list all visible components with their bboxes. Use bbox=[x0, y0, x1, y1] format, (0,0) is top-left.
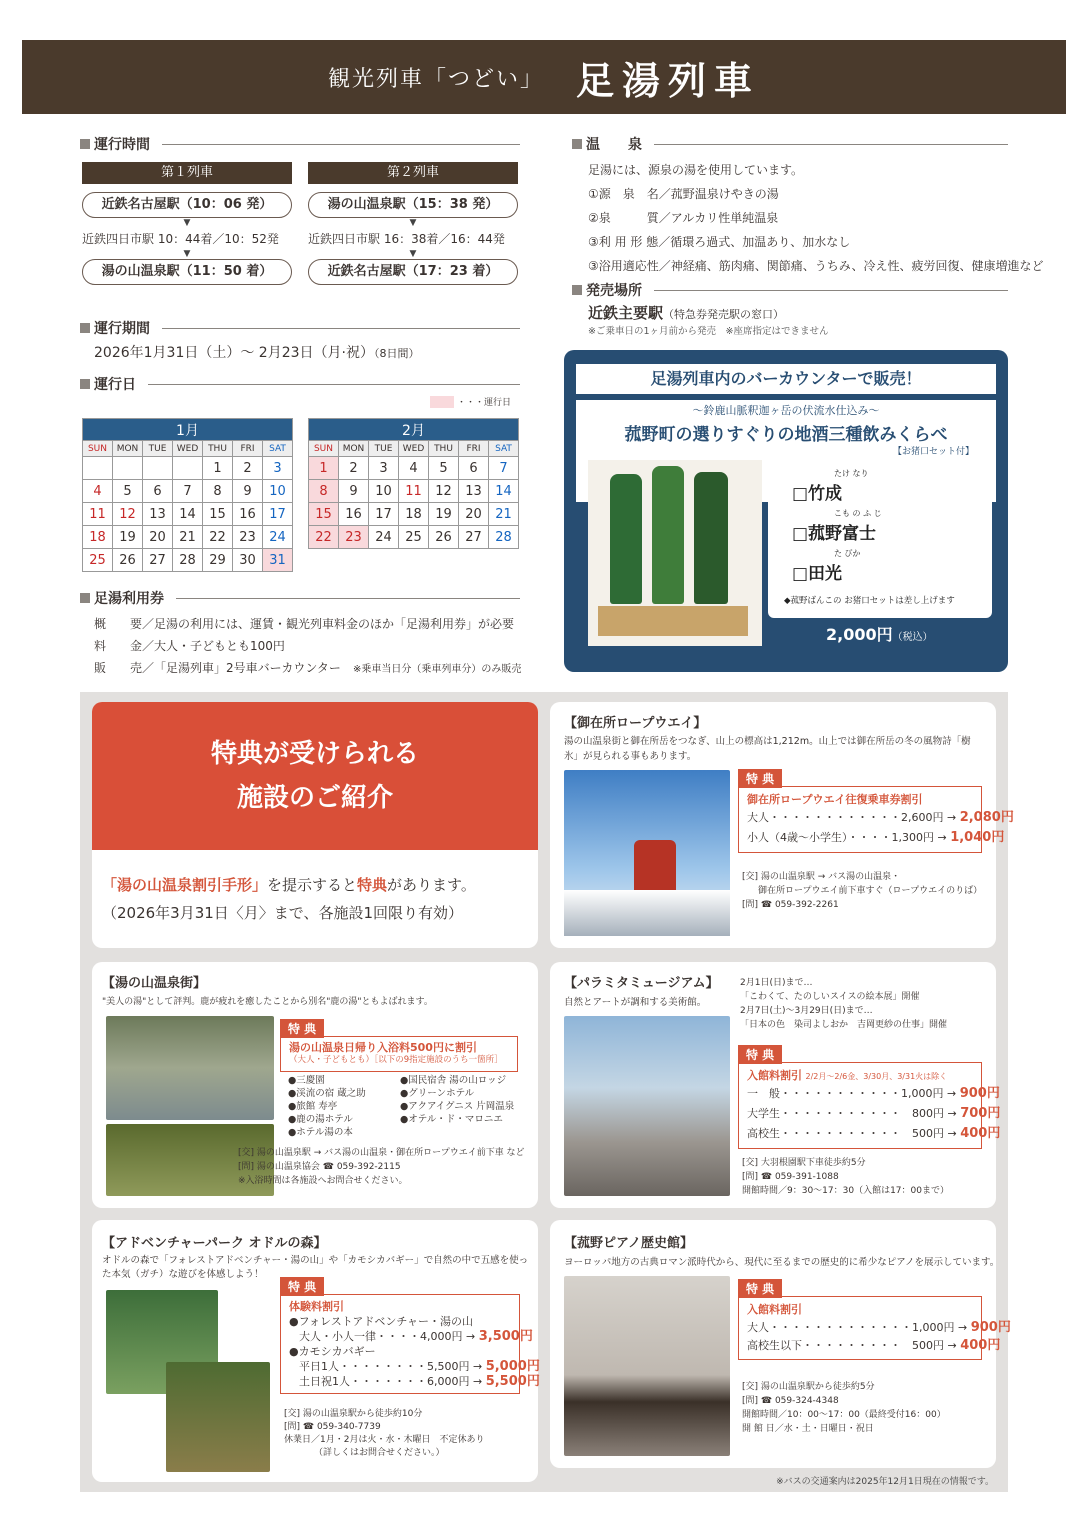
calendar-january bbox=[82, 418, 293, 572]
onsen-line: 足湯には、源泉の湯を使用しています。 bbox=[588, 163, 804, 177]
calendar-day: 5 bbox=[429, 457, 459, 480]
yunoyama-facilities-1 bbox=[288, 1074, 366, 1139]
onsen-info bbox=[588, 158, 1043, 278]
piano-benefit: 入館料割引 大人・・・・・・・・・・・・・1,000円 → 900円 高校生以下・・・・・・・・・ 500円 → 400円 bbox=[738, 1296, 982, 1360]
facility-item: ●渓流の宿 蔵之助 bbox=[288, 1088, 366, 1099]
calendar-day: 11 bbox=[399, 480, 429, 503]
calendar-day: 13 bbox=[459, 480, 489, 503]
page-header bbox=[22, 40, 1066, 114]
calendar-day: 18 bbox=[399, 503, 429, 526]
ropeway-photo bbox=[564, 770, 730, 936]
promo-line2: （2026年3月31日〈月〉まで、各施設1回限り有効） bbox=[102, 904, 464, 922]
odoru-card bbox=[92, 1220, 538, 1482]
calendar-day: 5 bbox=[113, 480, 143, 503]
bar-set: 【お猪口セット付】 bbox=[892, 447, 974, 457]
calendar-day: 1 bbox=[309, 457, 339, 480]
facility-item: ●国民宿舎 湯の山ロッジ bbox=[400, 1075, 507, 1086]
calendar-day: 7 bbox=[489, 457, 519, 480]
calendar-day: 26 bbox=[113, 549, 143, 572]
calendar-day: 28 bbox=[173, 549, 203, 572]
calendar-day bbox=[143, 457, 173, 480]
odoru-toku: 特 典 bbox=[280, 1276, 324, 1296]
calendar-day: 4 bbox=[83, 480, 113, 503]
ropeway-card bbox=[550, 702, 1014, 948]
calendar-day: 28 bbox=[489, 526, 519, 549]
calendar-day: 25 bbox=[399, 526, 429, 549]
bar-title: 菰野町の選りすぐりの地酒三種飲みくらべ bbox=[624, 425, 948, 445]
paramita-access: [交] 大羽根園駅下車徒歩約5分 [問] ☎ 059-391-1088 開館時間／9：30～17：30（入館は17：00まで） bbox=[742, 1158, 949, 1196]
sales-note: ※ご乗車日の1ヶ月前から発売 ※座席指定はできません bbox=[588, 326, 829, 337]
odoru-benefit: 体験料割引 ●フォレストアドベンチャー・湯の山 大人・小人一律・・・・4,000円 → 3,500円 ●カモシカバギー 平日1人・・・・・・・・5,500円 → 5,000円 土日祝1人・・・・・・・6,000円 → 5,500円 bbox=[280, 1294, 520, 1394]
days-heading: 運行日 bbox=[80, 374, 520, 394]
sake-list: たけ なり □竹成 こも の ふ じ □菰野富士 た びか □田光 bbox=[792, 469, 882, 584]
period-heading: 運行期間 bbox=[80, 318, 520, 338]
ropeway-desc: 湯の山温泉街と御在所岳をつなぎ、山上の標高は1,212m。山上では御在所岳の冬の風物詩「樹氷」が見られる事もあります。 bbox=[564, 736, 971, 762]
schedule-heading: 運行時間 bbox=[80, 134, 520, 154]
calendar-day: 4 bbox=[399, 457, 429, 480]
ropeway-toku: 特 典 bbox=[738, 768, 782, 788]
calendar-day: 19 bbox=[429, 503, 459, 526]
sake-item: □菰野富士 bbox=[792, 524, 877, 544]
bar-sub: ～鈴鹿山脈釈迦ヶ岳の伏流水仕込み～ bbox=[692, 404, 880, 417]
calendar-day: 19 bbox=[113, 526, 143, 549]
sake-item: □田光 bbox=[792, 564, 843, 584]
period-text: 2026年1月31日（土）～ 2月23日（月·祝）（8日間） bbox=[94, 345, 420, 361]
calendar-day: 7 bbox=[173, 480, 203, 503]
ticket-line: 料 金／大人・子どもとも100円 bbox=[94, 639, 285, 653]
calendar-day: 21 bbox=[489, 503, 519, 526]
weekday-label: WED bbox=[173, 441, 203, 457]
arrow-icon: ▼ bbox=[409, 218, 417, 228]
calendar-day bbox=[113, 457, 143, 480]
calendar-day: 12 bbox=[429, 480, 459, 503]
onsen-line: ①源 泉 名／菰野温泉けやきの湯 bbox=[588, 187, 779, 201]
sales-heading: 発売場所 bbox=[572, 280, 1008, 300]
calendar-day: 10 bbox=[263, 480, 293, 503]
calendar-day: 14 bbox=[489, 480, 519, 503]
weekday-label: MON bbox=[113, 441, 143, 457]
calendar-day bbox=[173, 457, 203, 480]
piano-photo bbox=[564, 1276, 730, 1456]
bar-head: 足湯列車内のバーカウンターで販売！ bbox=[576, 364, 996, 394]
calendar-day: 23 bbox=[233, 526, 263, 549]
train1-mid: 近鉄四日市駅 10：44着／10：52発 bbox=[82, 232, 279, 246]
calendar-day: 20 bbox=[143, 526, 173, 549]
weekday-label: THU bbox=[203, 441, 233, 457]
paramita-toku: 特 典 bbox=[738, 1044, 782, 1064]
ticket-info bbox=[94, 613, 521, 681]
odoru-desc: オドルの森で「フォレストアドベンチャー・湯の山」や「カモシカバギー」で自然の中で五感を使った本気（ガチ）な遊びを体感しよう！ bbox=[102, 1255, 529, 1280]
calendar-day: 22 bbox=[203, 526, 233, 549]
calendar-day: 18 bbox=[83, 526, 113, 549]
calendar-day: 26 bbox=[429, 526, 459, 549]
calendar-day: 24 bbox=[263, 526, 293, 549]
calendar-day: 8 bbox=[309, 480, 339, 503]
calendar-day: 31 bbox=[263, 549, 293, 572]
calendar-day: 25 bbox=[83, 549, 113, 572]
ticket-line: 概 要／足湯の利用には、運賃・観光列車料金のほか「足湯利用券」が必要 bbox=[94, 617, 515, 631]
facility-item: ●ホテル湯の本 bbox=[288, 1127, 353, 1138]
arrow-icon: ▼ bbox=[183, 249, 191, 259]
yunoyama-access: [交] 湯の山温泉駅 → バス湯の山温泉・御在所ロープウエイ前下車 など [問] 湯の山温泉協会 ☎ 059-392-2115 ※入浴時間は各施設へお問合せください。 bbox=[238, 1148, 525, 1186]
ticket-heading: 足湯利用券 bbox=[80, 588, 520, 608]
calendar-day: 29 bbox=[203, 549, 233, 572]
onsen-line: ③利 用 形 態／循環ろ過式、加温あり、加水なし bbox=[588, 235, 851, 249]
train1-end: 湯の山温泉駅（11：50 着） bbox=[82, 259, 292, 285]
train2-head: 第２列車 bbox=[308, 162, 518, 184]
piano-access: [交] 湯の山温泉駅から徒歩約5分 [問] ☎ 059-324-4348 開館時間／10：00～17：00（最終受付16：00） 開 館 日／水・土・日曜日・祝日 bbox=[742, 1382, 946, 1434]
calendar-day: 22 bbox=[309, 526, 339, 549]
calendar-day: 27 bbox=[459, 526, 489, 549]
arrow-icon: ▼ bbox=[409, 249, 417, 259]
facility-item: ●オテル・ド・マロニエ bbox=[400, 1114, 503, 1125]
calendar-day: 17 bbox=[369, 503, 399, 526]
weekday-label: TUE bbox=[143, 441, 173, 457]
train2-start: 湯の山温泉駅（15：38 発） bbox=[308, 192, 518, 218]
calendar-day: 16 bbox=[233, 503, 263, 526]
ropeway-benefit: 御在所ロープウエイ往復乗車券割引 大人・・・・・・・・・・・・2,600円 → 2,080円 小人（4歳～小学生）・・・・1,300円 → 1,040円 bbox=[738, 786, 982, 853]
train1-block bbox=[82, 162, 292, 285]
weekday-label: SAT bbox=[489, 441, 519, 457]
train1-head: 第１列車 bbox=[82, 162, 292, 184]
ropeway-title: 【御在所ロープウエイ】 bbox=[564, 716, 707, 731]
facility-item: ●鹿の湯ホテル bbox=[288, 1114, 353, 1125]
paramita-benefit: 入館料割引 2/2月～2/6金、3/30月、3/31火は除く 一 般・・・・・・・・・・・1,000円 → 900円 大学生・・・・・・・・・・・ 800円 → 700円 高校生・・・・・・・・・・・ 500円 → 400円 bbox=[738, 1062, 982, 1149]
calendar-day: 24 bbox=[369, 526, 399, 549]
calendar-day: 12 bbox=[113, 503, 143, 526]
sake-item: □竹成 bbox=[792, 484, 843, 504]
sales-main: 近鉄主要駅（特急券発売駅の窓口） bbox=[588, 304, 785, 322]
facility-item: ●三慶園 bbox=[288, 1075, 325, 1086]
train1-start: 近鉄名古屋駅（10：06 発） bbox=[82, 192, 292, 218]
weekday-label: THU bbox=[429, 441, 459, 457]
bar-note: ◆菰野ばんこの お猪口セットは差し上げます bbox=[784, 596, 955, 606]
yunoyama-desc: "美人の湯"として評判。鹿が疲れを癒したことから別名"鹿の湯"ともよばれます。 bbox=[102, 997, 433, 1007]
weekday-label: MON bbox=[339, 441, 369, 457]
days-legend: ・・・運行日 bbox=[430, 395, 511, 408]
onsen-line: ②泉 質／アルカリ性単純温泉 bbox=[588, 211, 779, 225]
facility-item: ●旅館 寿亭 bbox=[288, 1101, 338, 1112]
yunoyama-card bbox=[92, 962, 538, 1208]
ropeway-access: [交] 湯の山温泉駅 → バス湯の山温泉・ 御在所ロープウエイ前下車すぐ（ロープウエイのりば） [問] ☎ 059-392-2261 bbox=[742, 872, 983, 910]
calendar-february bbox=[308, 418, 519, 549]
piano-card bbox=[550, 1220, 1011, 1468]
promo-title: 特典が受けられる 施設のご紹介 bbox=[92, 702, 538, 850]
weekday-label: FRI bbox=[459, 441, 489, 457]
paramita-title: 【パラミタミュージアム】 bbox=[564, 976, 719, 991]
sake-bottles-photo bbox=[588, 460, 762, 646]
train2-end: 近鉄名古屋駅（17：23 着） bbox=[308, 259, 518, 285]
ticket-line: 販 売／「足湯列車」2号車バーカウンター ※乗車当日分（乗車列車分）のみ販売 bbox=[94, 661, 522, 675]
calendar-day: 15 bbox=[309, 503, 339, 526]
piano-toku: 特 典 bbox=[738, 1278, 782, 1298]
calendar-day: 6 bbox=[143, 480, 173, 503]
calendar-day: 9 bbox=[339, 480, 369, 503]
bar-panel bbox=[564, 350, 1008, 672]
calendar-day: 6 bbox=[459, 457, 489, 480]
calendar-day: 20 bbox=[459, 503, 489, 526]
calendar-day: 30 bbox=[233, 549, 263, 572]
odoru-access: [交] 湯の山温泉駅から徒歩約10分 [問] ☎ 059-340-7739 休業日／1月・2月は火・水・木曜日 不定休あり （詳しくはお問合せください。） bbox=[284, 1409, 485, 1458]
odoru-title: 【アドベンチャーパーク オドルの森】 bbox=[102, 1236, 327, 1251]
paramita-desc: 自然とアートが調和する美術館。 bbox=[564, 997, 707, 1008]
header-subtitle: 観光列車「つどい」 bbox=[327, 66, 544, 92]
facility-item: ●アクアイグニス 片岡温泉 bbox=[400, 1101, 515, 1112]
calendar-day: 14 bbox=[173, 503, 203, 526]
calendar-day: 13 bbox=[143, 503, 173, 526]
calendar-day: 10 bbox=[369, 480, 399, 503]
train2-block bbox=[308, 162, 518, 285]
header-title: 足湯列車 bbox=[576, 57, 761, 103]
calendar-day: 2 bbox=[233, 457, 263, 480]
calendar-month: 1月 bbox=[83, 419, 293, 441]
yunoyama-photo bbox=[106, 1016, 274, 1120]
train2-mid: 近鉄四日市駅 16：38着／16：44発 bbox=[308, 232, 505, 246]
calendar-day: 23 bbox=[339, 526, 369, 549]
piano-title: 【菰野ピアノ歴史館】 bbox=[564, 1236, 693, 1251]
yunoyama-toku: 特 典 bbox=[280, 1018, 324, 1038]
paramita-card bbox=[550, 962, 1001, 1208]
piano-desc: ヨーロッパ地方の古典ロマン派時代から、現代に至るまでの歴史的に希少なピアノを展示しています。 bbox=[564, 1257, 1000, 1268]
onsen-line: ③浴用適応性／神経痛、筋肉痛、関節痛、うちみ、冷え性、疲労回復、健康増進など bbox=[588, 259, 1044, 273]
weekday-label: TUE bbox=[369, 441, 399, 457]
calendar-day: 3 bbox=[263, 457, 293, 480]
weekday-label: SUN bbox=[83, 441, 113, 457]
yunoyama-benefit: 湯の山温泉日帰り入浴料500円に割引 （大人・子どもとも）［以下の9指定施設のうち一箇所］ bbox=[280, 1036, 518, 1072]
calendar-day: 3 bbox=[369, 457, 399, 480]
calendar-day: 11 bbox=[83, 503, 113, 526]
calendar-day bbox=[83, 457, 113, 480]
calendar-day: 9 bbox=[233, 480, 263, 503]
promo-box bbox=[92, 702, 538, 948]
calendar-day: 21 bbox=[173, 526, 203, 549]
footnote: ※バスの交通案内は2025年12月1日現在の情報です。 bbox=[776, 1477, 994, 1487]
calendar-day: 27 bbox=[143, 549, 173, 572]
weekday-label: SAT bbox=[263, 441, 293, 457]
paramita-exhibits: 2月1日(日)まで… 「こわくて、たのしいスイスの絵本展」開催 2月7日(土)～3月29日(日)まで… 「日本の色 染司よしおか 吉岡更紗の仕事」開催 bbox=[740, 978, 948, 1030]
buggy-photo bbox=[166, 1362, 270, 1472]
yunoyama-facilities-2 bbox=[400, 1074, 514, 1126]
weekday-label: SUN bbox=[309, 441, 339, 457]
weekday-label: FRI bbox=[233, 441, 263, 457]
yunoyama-title: 【湯の山温泉街】 bbox=[102, 976, 207, 991]
calendar-day: 15 bbox=[203, 503, 233, 526]
onsen-heading: 温 泉 bbox=[572, 134, 1008, 154]
arrow-icon: ▼ bbox=[183, 218, 191, 228]
bar-price: 2,000円（税込） bbox=[826, 625, 933, 644]
promo-line1: 「湯の山温泉割引手形」を提示すると特典があります。 bbox=[102, 876, 476, 894]
facility-item: ●グリーンホテル bbox=[400, 1088, 475, 1099]
paramita-photo bbox=[564, 1016, 730, 1196]
calendar-day: 17 bbox=[263, 503, 293, 526]
calendar-day: 16 bbox=[339, 503, 369, 526]
calendar-day: 2 bbox=[339, 457, 369, 480]
calendar-day: 8 bbox=[203, 480, 233, 503]
calendar-day: 1 bbox=[203, 457, 233, 480]
weekday-label: WED bbox=[399, 441, 429, 457]
calendar-month: 2月 bbox=[309, 419, 519, 441]
